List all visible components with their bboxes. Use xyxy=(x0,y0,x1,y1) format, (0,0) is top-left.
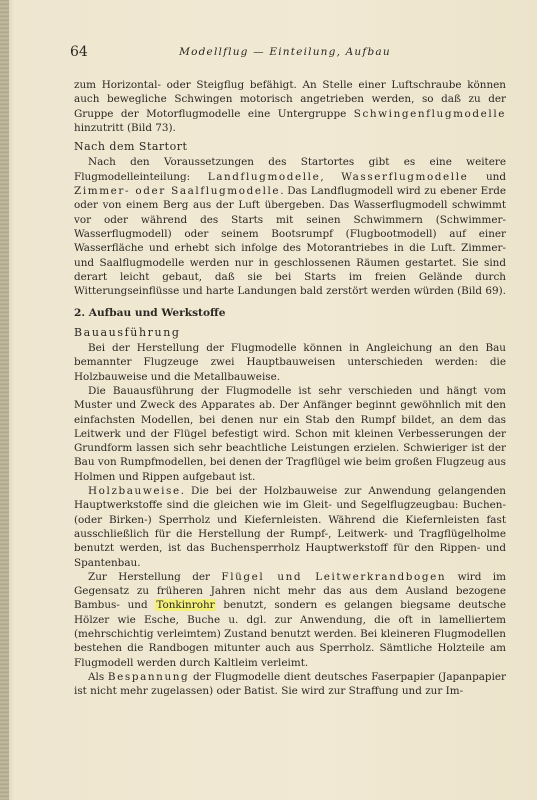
paragraph: Bei der Herstellung der Flugmodelle können in Angleichung an den Bau bemannter Flugzeuge zwei Hauptbauweisen unterschieden werden: die Holzbauweise und die Metallbauweise. xyxy=(74,342,506,383)
paragraph: Die Bauausführung der Flugmodelle ist sehr verschieden und hängt vom Muster und Zweck des Apparates ab. Der Anfänger beginnt gewöhnlich mit den einfachsten Modellen, bei denen nur ein Stab den Rumpf bildet, an dem das Leitwerk und der Flügel befestigt wird. Schon mit kleinen Verbesserungen der Grundform lassen sich sehr beachtliche Leistungen erzielen. Schwieriger ist der Bau von Rumpfmodellen, bei denen der Tragflügel wie beim großen Flugzeug aus Holmen und Rippen aufgebaut ist. xyxy=(74,384,507,483)
paragraph: Holzbauweise. Die bei der Holzbauweise zur Anwendung gelangenden Hauptwerkstoffe sind die gleichen wie im Gleit- und Segelflugzeugbau: Buchen- (oder Birken-) Sperrholz und Kiefernleisten. Während die Kiefernleisten fast ausschließlich für die Herstellung der Rumpf-, Leitwerk- und Tragflügelholme benutzt werden, ist das Buchensperrholz Hauptwerkstoff für den Rippen- und Spantenbau. xyxy=(74,485,506,569)
page-number: 64 xyxy=(70,44,88,60)
paragraph: Als Bespannung der Flugmodelle dient deutsches Faserpapier (Japanpapier ist nicht mehr zugelassen) oder Batist. Sie wird zur Straffung und zur Im- xyxy=(74,670,507,698)
subheading-bauausfuehrung: Bauausführung xyxy=(74,325,181,339)
paragraph: Zur Herstellung der Flügel und Leitwerkrandbogen wird im Gegensatz zu früheren Jahren nicht mehr das aus dem Ausland bezogene Bambus- und Tonkinrohr benutzt, sondern es gelangen biegsame deutsche Hölzer wie Esche, Buche u. dgl. zur Anwendung, die oft in lamelliertem (mehrschichtig verleimtem) Zustand benutzt werden. Bei kleineren Flugmodellen bestehen die Randbogen mitunter auch aus Sperrholz. Sämtliche Holzteile am Flugmodell werden durch Kaltleim verleimt. xyxy=(74,570,506,669)
highlighted-word: Tonkinrohr xyxy=(156,599,215,612)
page-header xyxy=(70,44,500,64)
section-title: 2. Aufbau und Werkstoffe xyxy=(74,307,226,320)
paragraph: Nach den Voraussetzungen des Startortes gibt es eine weitere Flugmodelleinteilung: Landflugmodelle, Wasserflugmodelle und Zimmer- oder Saalflugmodelle. Das Landflugmodell wird zu ebener Erde oder von einem Berg aus der Luft übergeben. Das Wasserflugmodell schwimmt vor oder während des Starts mit seinen Schwimmern (Schwimmer-Wasserflugmodell) oder seinem Bootsrumpf (Flugbootmodell) auf einer Wasserfläche und erhebt sich infolge des Motorantriebes in die Luft. Zimmer- und Saalflugmodelle werden nur in geschlossenen Räumen gestartet. Sie sind derart leicht gebaut, daß sie bei Starts im freien Gelände durch Witterungseinflüsse und harte Landungen bald zerstört werden würden (Bild 69). xyxy=(74,156,507,298)
running-head: Modellflug — Einteilung, Aufbau xyxy=(179,46,391,58)
paragraph: zum Horizontal- oder Steigflug befähigt. An Stelle einer Luftschraube können auch bewegliche Schwingen motorisch angetrieben werden, so daß zu der Gruppe der Motorflugmodelle eine Untergruppe Schwingenflugmodelle hinzutritt (Bild 73). xyxy=(74,79,506,134)
subheading-startort: Nach dem Startort xyxy=(74,140,188,154)
page-edge xyxy=(0,0,9,800)
page-body xyxy=(74,78,506,698)
